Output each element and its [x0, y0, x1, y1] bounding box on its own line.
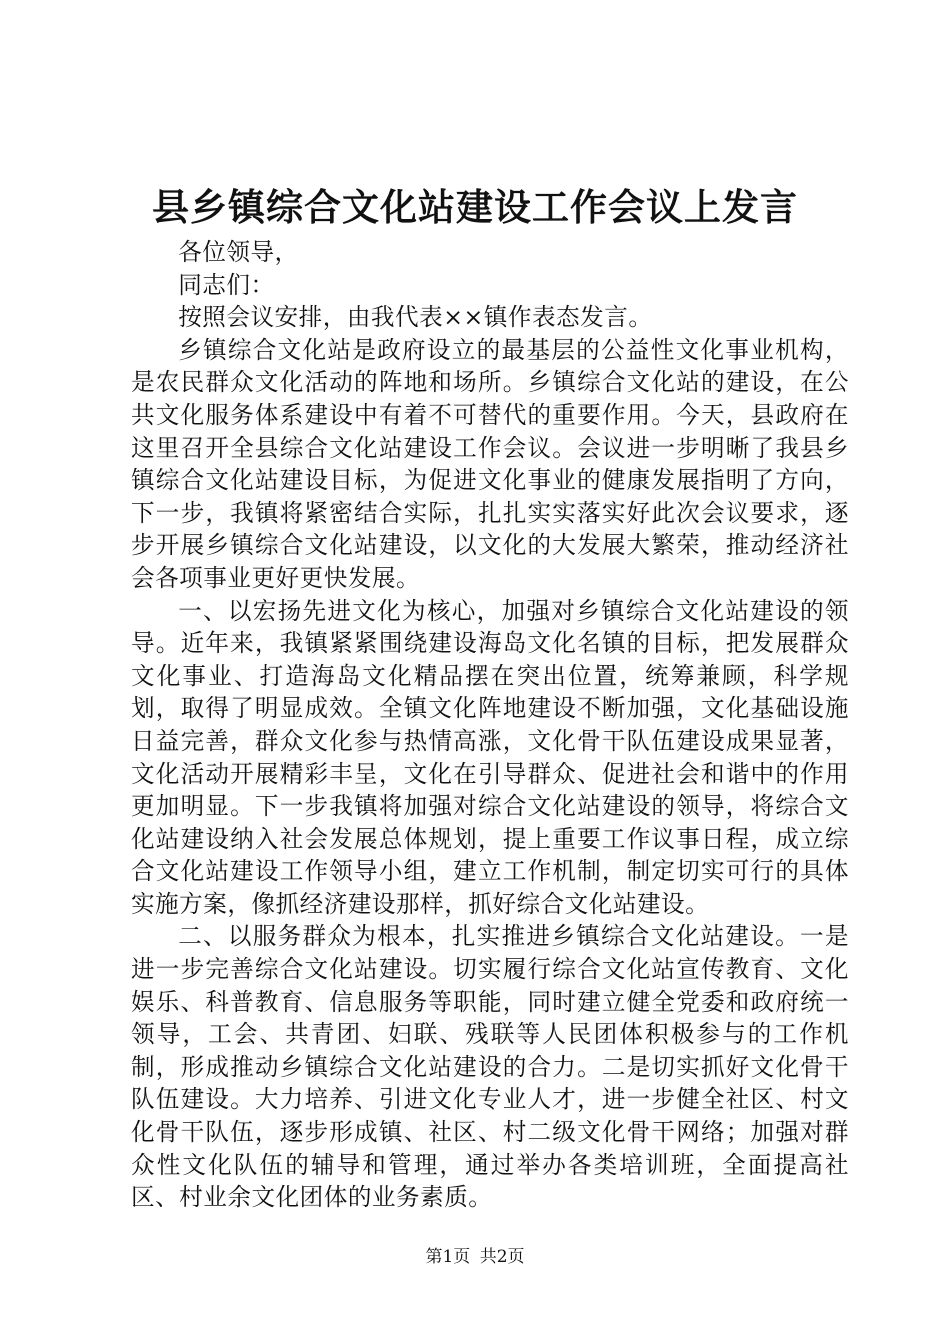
page-total: 共2页 — [479, 1247, 525, 1267]
intro-paragraph: 按照会议安排，由我代表××镇作表态发言。 — [178, 303, 653, 332]
document-body — [131, 236, 849, 1214]
salutation-leaders: 各位领导， — [178, 238, 299, 266]
page-footer — [0, 1246, 950, 1268]
body-paragraph-2: 一、以宏扬先进文化为核心，加强对乡镇综合文化站建设的领导。近年来，我镇紧紧围绕建设海岛文化名镇的目标，把发展群众文化事业、打造海岛文化精品摆在突出位置，统筹兼顾，科学规划，取得了明显成效。全镇文化阵地建设不断加强，文化基础设施日益完善，群众文化参与热情高涨，文化骨干队伍建设成果显著，文化活动开展精彩丰呈，文化在引导群众、促进社会和谐中的作用更加明显。下一步我镇将加强对综合文化站建设的领导，将综合文化站建设纳入社会发展总体规划，提上重要工作议事日程，成立综合文化站建设工作领导小组，建立工作机制，制定切实可行的具体实施方案，像抓经济建设那样，抓好综合文化站建设。 — [131, 596, 849, 918]
page-number: 第1页 — [425, 1247, 471, 1267]
salutation-comrades: 同志们： — [178, 270, 275, 299]
document-title: 县乡镇综合文化站建设工作会议上发言 — [152, 185, 798, 229]
body-paragraph-3: 二、以服务群众为根本，扎实推进乡镇综合文化站建设。一是进一步完善综合文化站建设。切实履行综合文化站宣传教育、文化娱乐、科普教育、信息服务等职能，同时建立健全党委和政府统一领导，工会、共青团、妇联、残联等人民团体积极参与的工作机制，形成推动乡镇综合文化站建设的合力。二是切实抓好文化骨干队伍建设。大力培养、引进文化专业人才，进一步健全社区、村文化骨干队伍，逐步形成镇、社区、村二级文化骨干网络；加强对群众性文化队伍的辅导和管理，通过举办各类培训班，全面提高社区、村业余文化团体的业务素质。 — [131, 922, 849, 1212]
body-paragraph-1: 乡镇综合文化站是政府设立的最基层的公益性文化事业机构，是农民群众文化活动的阵地和场所。乡镇综合文化站的建设，在公共文化服务体系建设中有着不可替代的重要作用。今天，县政府在这里召开全县综合文化站建设工作会议。会议进一步明晰了我县乡镇综合文化站建设目标，为促进文化事业的健康发展指明了方向，下一步，我镇将紧密结合实际，扎扎实实落实好此次会议要求，逐步开展乡镇综合文化站建设，以文化的大发展大繁荣，推动经济社会各项事业更好更快发展。 — [131, 335, 849, 592]
